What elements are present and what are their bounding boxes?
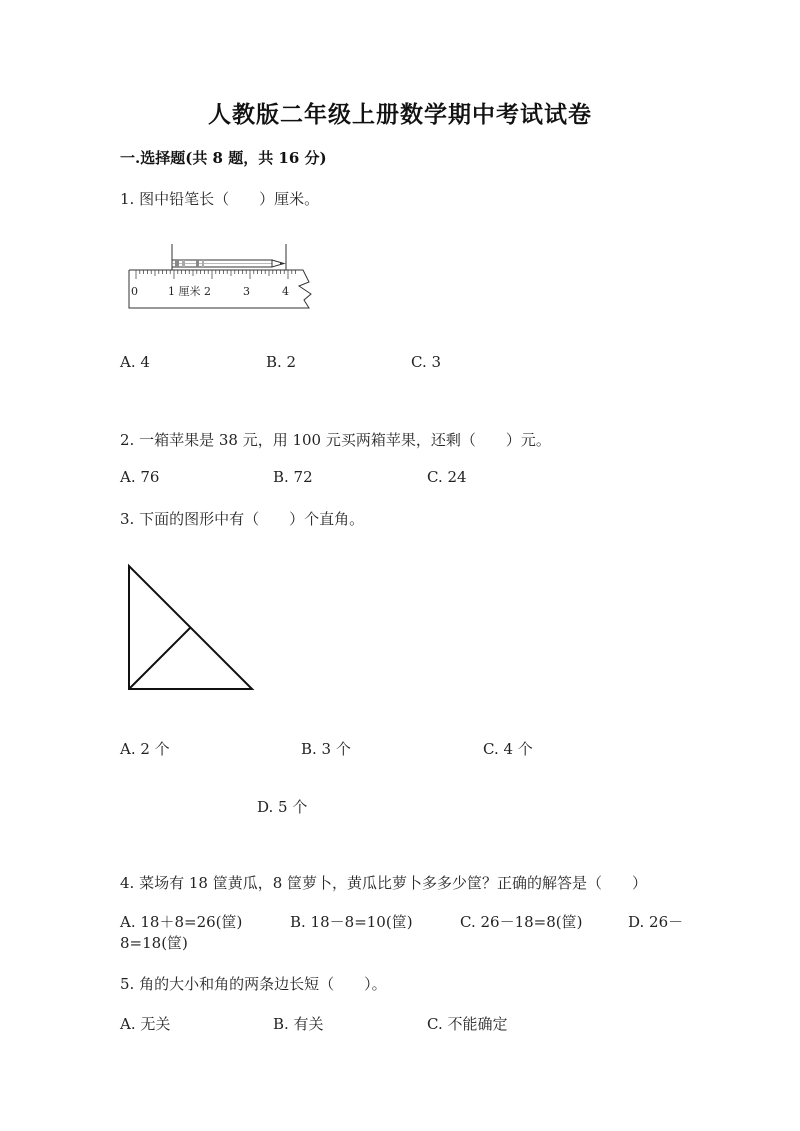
- question-2-option-a[interactable]: A. 76: [120, 468, 160, 486]
- exam-title: 人教版二年级上册数学期中考试试卷: [208, 101, 592, 128]
- triangle-figure: [120, 558, 260, 698]
- question-4-option-d-continued[interactable]: 8=18(筐): [120, 934, 188, 952]
- question-1-option-c[interactable]: C. 3: [411, 353, 442, 371]
- ruler-tick-label: 0: [131, 285, 138, 298]
- question-5-option-c[interactable]: C. 不能确定: [427, 1015, 508, 1033]
- question-5-option-a[interactable]: A. 无关: [120, 1015, 171, 1033]
- question-3-option-b[interactable]: B. 3 个: [301, 740, 351, 758]
- question-2-option-c[interactable]: C. 24: [427, 468, 467, 486]
- question-4-option-d[interactable]: D. 26－: [628, 913, 684, 931]
- ruler-tick-label: 3: [243, 285, 250, 298]
- question-5-option-b[interactable]: B. 有关: [273, 1015, 324, 1033]
- section-heading: 一.选择题(共 8 题，共 16 分): [120, 149, 327, 167]
- ruler-tick-label: 4: [282, 285, 289, 298]
- question-4-option-a[interactable]: A. 18＋8=26(筐): [120, 913, 243, 931]
- question-1-option-b[interactable]: B. 2: [266, 353, 297, 371]
- question-4-option-c[interactable]: C. 26－18=8(筐): [460, 913, 583, 931]
- question-2-option-b[interactable]: B. 72: [273, 468, 313, 486]
- ruler-tick-label: 1 厘米 2: [168, 285, 211, 298]
- question-3-option-c[interactable]: C. 4 个: [483, 740, 533, 758]
- question-4-option-b[interactable]: B. 18－8=10(筐): [290, 913, 413, 931]
- question-1-stem: 1. 图中铅笔长（ ）厘米。: [120, 190, 320, 208]
- ruler-pencil-figure: [128, 240, 328, 310]
- question-4-stem: 4. 菜场有 18 筐黄瓜，8 筐萝卜，黄瓜比萝卜多多少筐？正确的解答是（ ）: [120, 874, 648, 892]
- pencil-icon: [172, 260, 284, 267]
- question-3-stem: 3. 下面的图形中有（ ）个直角。: [120, 510, 365, 528]
- question-2-stem: 2. 一箱苹果是 38 元，用 100 元买两箱苹果，还剩（ ）元。: [120, 431, 551, 449]
- question-3-option-d[interactable]: D. 5 个: [257, 798, 308, 816]
- question-1-option-a[interactable]: A. 4: [120, 353, 150, 371]
- question-3-option-a[interactable]: A. 2 个: [120, 740, 170, 758]
- question-5-stem: 5. 角的大小和角的两条边长短（ ）。: [120, 975, 387, 993]
